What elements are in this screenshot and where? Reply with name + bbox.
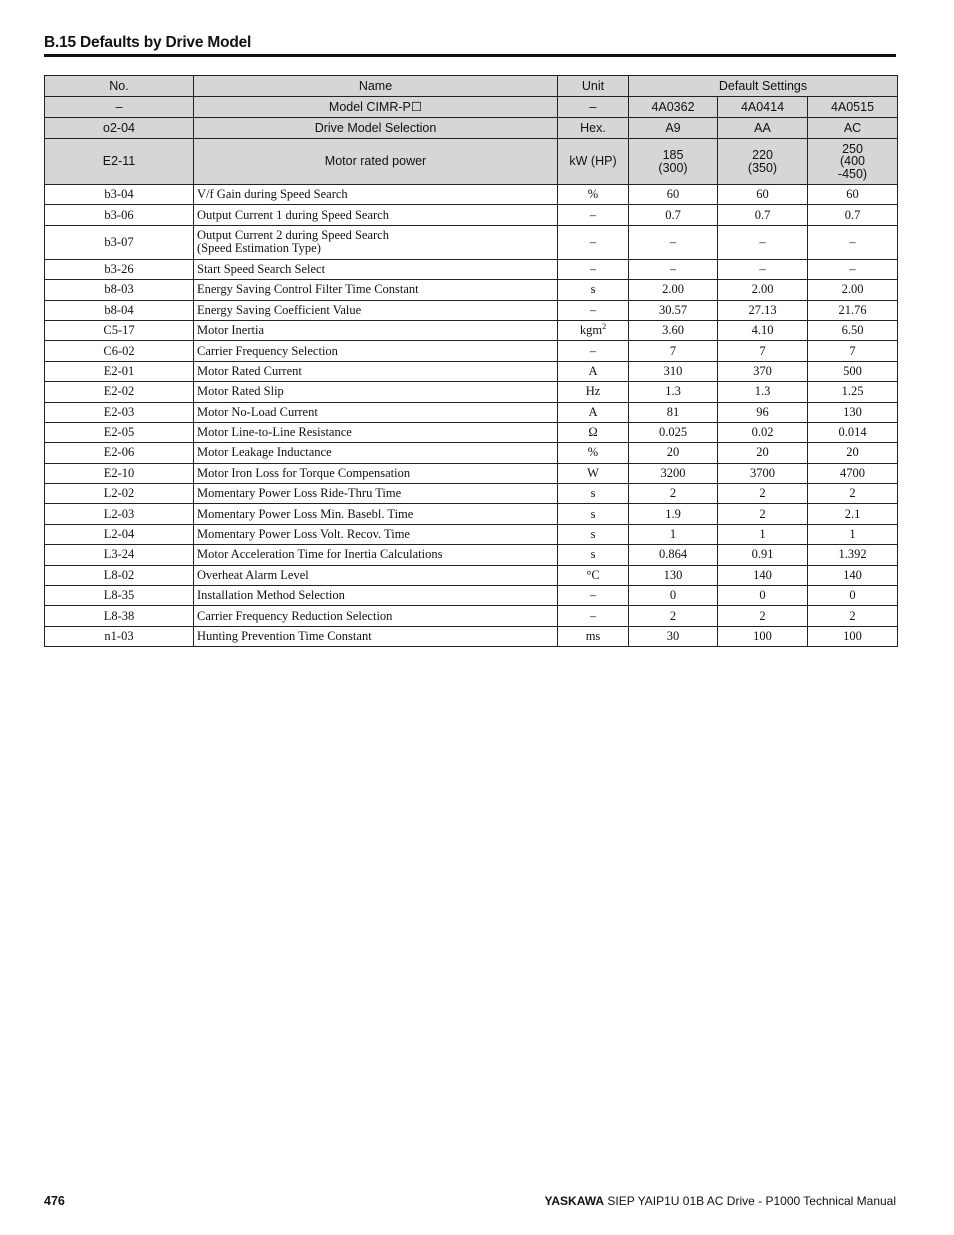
value-4a0515: 130 [808,402,898,422]
table-row [45,320,898,340]
param-name: Momentary Power Loss Volt. Recov. Time [194,524,558,544]
o2-04-unit: Hex. [558,118,629,139]
value-4a0362: 3200 [629,463,718,483]
model-row [45,97,898,118]
value-4a0515: 0.014 [808,422,898,442]
value-4a0414: 0.91 [718,545,808,565]
header-name: Name [194,76,558,97]
table-row [45,504,898,524]
param-number: L8-38 [45,606,194,626]
param-unit: s [558,524,629,544]
value-4a0515: 2.1 [808,504,898,524]
table-row [45,565,898,585]
value-4a0515: 21.76 [808,300,898,320]
model-4a0515: 4A0515 [808,97,898,118]
e2-11-no: E2-11 [45,139,194,185]
o2-04-v2: AA [718,118,808,139]
model-4a0362: 4A0362 [629,97,718,118]
param-name: Motor Inertia [194,320,558,340]
value-4a0362: 1 [629,524,718,544]
header-row [45,76,898,97]
value-4a0362: 7 [629,341,718,361]
value-4a0362: 1.9 [629,504,718,524]
param-unit: ms [558,626,629,646]
value-4a0515: 7 [808,341,898,361]
param-unit: s [558,280,629,300]
param-number: E2-05 [45,422,194,442]
value-4a0362: 310 [629,361,718,381]
section-title: B.15 Defaults by Drive Model [44,34,252,51]
param-unit: s [558,504,629,524]
e2-11-v3: 250 (400 -450) [808,139,898,185]
param-number: L8-02 [45,565,194,585]
defaults-table [44,75,898,647]
page-number: 476 [44,1194,65,1208]
table-row [45,382,898,402]
value-4a0515: – [808,225,898,259]
brand-name: YASKAWA [544,1194,605,1208]
e2-11-name: Motor rated power [194,139,558,185]
param-name: Overheat Alarm Level [194,565,558,585]
value-4a0515: 1.392 [808,545,898,565]
param-unit [558,320,629,340]
param-name: Energy Saving Coefficient Value [194,300,558,320]
value-4a0515: 60 [808,185,898,205]
value-4a0414: 100 [718,626,808,646]
value-4a0362: 2.00 [629,280,718,300]
param-number: b8-04 [45,300,194,320]
value-4a0515: 4700 [808,463,898,483]
param-unit: s [558,484,629,504]
drive-model-selection-row [45,118,898,139]
table-row [45,606,898,626]
table-row [45,463,898,483]
value-4a0414: 2 [718,484,808,504]
table-row [45,443,898,463]
table-row [45,259,898,279]
table-row [45,185,898,205]
value-4a0362: – [629,225,718,259]
value-4a0414: 140 [718,565,808,585]
value-4a0362: – [629,259,718,279]
o2-04-v3: AC [808,118,898,139]
param-number: E2-02 [45,382,194,402]
title-rule [44,54,896,57]
table-row [45,626,898,646]
value-4a0414: 2.00 [718,280,808,300]
param-number: C5-17 [45,320,194,340]
param-name: Motor Rated Current [194,361,558,381]
value-4a0414: 2 [718,606,808,626]
param-name: Momentary Power Loss Min. Basebl. Time [194,504,558,524]
param-unit: – [558,341,629,361]
model-4a0414: 4A0414 [718,97,808,118]
param-unit: – [558,205,629,225]
table-row [45,524,898,544]
value-4a0414: 4.10 [718,320,808,340]
param-name: Start Speed Search Select [194,259,558,279]
value-4a0414: 3700 [718,463,808,483]
table-row [45,402,898,422]
param-number: E2-06 [45,443,194,463]
model-name: Model CIMR-P☐ [194,97,558,118]
param-name: Installation Method Selection [194,586,558,606]
value-4a0362: 0.7 [629,205,718,225]
value-4a0362: 2 [629,606,718,626]
param-number: n1-03 [45,626,194,646]
param-number: C6-02 [45,341,194,361]
unit-superscript: 2 [602,321,607,331]
value-4a0414: – [718,225,808,259]
model-unit: – [558,97,629,118]
value-4a0362: 130 [629,565,718,585]
param-number: E2-10 [45,463,194,483]
value-4a0414: 1 [718,524,808,544]
param-unit: Ω [558,422,629,442]
param-unit: A [558,402,629,422]
value-4a0515: 0.7 [808,205,898,225]
param-unit: W [558,463,629,483]
value-4a0362: 1.3 [629,382,718,402]
param-unit: – [558,300,629,320]
value-4a0515: 6.50 [808,320,898,340]
value-4a0414: 0.02 [718,422,808,442]
param-number: E2-03 [45,402,194,422]
value-4a0414: 0.7 [718,205,808,225]
value-4a0515: 2 [808,484,898,504]
param-name: Energy Saving Control Filter Time Constant [194,280,558,300]
e2-11-v2: 220 (350) [718,139,808,185]
param-name: Motor Line-to-Line Resistance [194,422,558,442]
param-number: L3-24 [45,545,194,565]
value-4a0414: 20 [718,443,808,463]
param-number: L2-04 [45,524,194,544]
param-unit: A [558,361,629,381]
value-4a0515: 2.00 [808,280,898,300]
param-unit: s [558,545,629,565]
param-unit: – [558,586,629,606]
param-unit: % [558,443,629,463]
value-4a0362: 30 [629,626,718,646]
param-unit: % [558,185,629,205]
value-4a0515: 20 [808,443,898,463]
motor-rated-power-row [45,139,898,185]
value-4a0362: 3.60 [629,320,718,340]
param-name: Output Current 1 during Speed Search [194,205,558,225]
value-4a0414: 7 [718,341,808,361]
param-number: b3-06 [45,205,194,225]
value-4a0362: 0 [629,586,718,606]
o2-04-name: Drive Model Selection [194,118,558,139]
param-number: L2-03 [45,504,194,524]
value-4a0515: 500 [808,361,898,381]
param-name: Output Current 2 during Speed Search (Speed Estimation Type) [194,225,558,259]
value-4a0515: – [808,259,898,279]
param-name: Motor Iron Loss for Torque Compensation [194,463,558,483]
value-4a0515: 100 [808,626,898,646]
value-4a0414: 0 [718,586,808,606]
param-number: b3-04 [45,185,194,205]
table-row [45,341,898,361]
table-row [45,225,898,259]
param-number: E2-01 [45,361,194,381]
value-4a0515: 1 [808,524,898,544]
header-no: No. [45,76,194,97]
param-number: b3-07 [45,225,194,259]
value-4a0414: – [718,259,808,279]
table-row [45,280,898,300]
param-name: Carrier Frequency Selection [194,341,558,361]
value-4a0414: 2 [718,504,808,524]
param-name: Carrier Frequency Reduction Selection [194,606,558,626]
value-4a0414: 60 [718,185,808,205]
model-no: – [45,97,194,118]
table-row [45,205,898,225]
value-4a0362: 20 [629,443,718,463]
value-4a0362: 0.864 [629,545,718,565]
value-4a0515: 1.25 [808,382,898,402]
manual-title [544,1194,896,1208]
value-4a0515: 0 [808,586,898,606]
param-unit: – [558,225,629,259]
param-name: Motor Rated Slip [194,382,558,402]
unit-base: kgm [579,323,603,338]
value-4a0414: 1.3 [718,382,808,402]
value-4a0362: 30.57 [629,300,718,320]
o2-04-no: o2-04 [45,118,194,139]
param-name: V/f Gain during Speed Search [194,185,558,205]
param-unit: – [558,606,629,626]
param-unit: – [558,259,629,279]
param-number: b3-26 [45,259,194,279]
value-4a0515: 140 [808,565,898,585]
table-row [45,484,898,504]
table-row [45,300,898,320]
param-number: L8-35 [45,586,194,606]
value-4a0362: 60 [629,185,718,205]
value-4a0414: 27.13 [718,300,808,320]
e2-11-unit: kW (HP) [558,139,629,185]
value-4a0362: 0.025 [629,422,718,442]
table-row [45,586,898,606]
manual-title-text: SIEP YAIP1U 01B AC Drive - P1000 Technical Manual [604,1194,896,1208]
param-unit: °C [558,565,629,585]
value-4a0362: 81 [629,402,718,422]
e2-11-v1: 185 (300) [629,139,718,185]
param-number: b8-03 [45,280,194,300]
param-name: Motor No-Load Current [194,402,558,422]
param-unit: Hz [558,382,629,402]
param-number: L2-02 [45,484,194,504]
o2-04-v1: A9 [629,118,718,139]
value-4a0515: 2 [808,606,898,626]
table-row [45,545,898,565]
table-row [45,422,898,442]
value-4a0414: 370 [718,361,808,381]
header-default-settings: Default Settings [629,76,898,97]
header-unit: Unit [558,76,629,97]
value-4a0362: 2 [629,484,718,504]
param-name: Momentary Power Loss Ride-Thru Time [194,484,558,504]
param-name: Motor Leakage Inductance [194,443,558,463]
table-row [45,361,898,381]
param-name: Motor Acceleration Time for Inertia Calculations [194,545,558,565]
value-4a0414: 96 [718,402,808,422]
param-name: Hunting Prevention Time Constant [194,626,558,646]
